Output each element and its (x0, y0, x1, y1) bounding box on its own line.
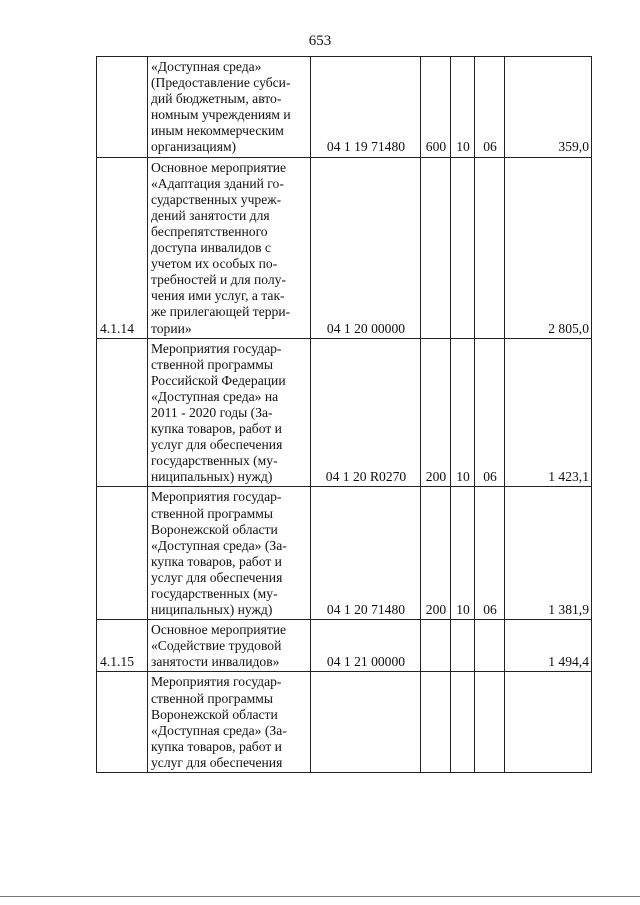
item-name-line: Воронежской области (151, 521, 278, 537)
item-name-cell (148, 338, 311, 487)
item-name-line: ственной программы (151, 505, 273, 521)
item-number-cell: 4.1.14 (97, 157, 148, 338)
table-row (97, 672, 592, 773)
item-name-line: (Предоставление субси- (151, 75, 291, 91)
target-code-cell: 04 1 20 00000 (311, 157, 421, 338)
item-name-cell (148, 157, 311, 338)
item-number-cell (97, 57, 148, 158)
item-name-line: беспрепятственного (151, 223, 268, 239)
expense-type-cell (421, 157, 451, 338)
item-name-line: тории» (151, 320, 192, 336)
item-name-line: ственной программы (151, 690, 273, 706)
item-name-line: «Доступная среда» на (151, 388, 279, 404)
item-name-line: «Адаптация зданий го- (151, 175, 284, 191)
target-code-cell: 04 1 20 R0270 (311, 338, 421, 487)
amount-cell: 359,0 (505, 57, 592, 158)
item-name-line: Мероприятия государ- (151, 340, 282, 356)
item-name-line: государственных (му- (151, 453, 278, 469)
item-name-line: услуг для обеспечения (151, 437, 283, 453)
item-name-line: Основное мероприятие (151, 159, 287, 175)
subsection-cell: 06 (475, 487, 505, 620)
table-row (97, 338, 592, 487)
table-row (97, 487, 592, 620)
section-cell: 10 (451, 57, 475, 158)
item-name-line: организациям) (151, 139, 237, 155)
target-code-cell (311, 672, 421, 773)
item-name-line: Основное мероприятие (151, 622, 287, 638)
expense-type-cell (421, 620, 451, 672)
section-cell (451, 620, 475, 672)
footer-divider (0, 896, 640, 897)
subsection-cell (475, 672, 505, 773)
item-name-line: учетом их особых по- (151, 256, 278, 272)
subsection-cell (475, 157, 505, 338)
subsection-cell: 06 (475, 338, 505, 487)
expense-type-cell: 200 (421, 338, 451, 487)
item-name-line: требностей и для полу- (151, 272, 286, 288)
item-name-line: «Доступная среда» (151, 59, 262, 74)
item-number-cell: 4.1.15 (97, 620, 148, 672)
item-name-cell (148, 57, 311, 158)
amount-cell (505, 672, 592, 773)
item-name-cell (148, 672, 311, 773)
target-code-cell: 04 1 21 00000 (311, 620, 421, 672)
amount-cell: 1 494,4 (505, 620, 592, 672)
item-name-line: «Содействие трудовой (151, 638, 282, 654)
item-name-line: государственных (му- (151, 586, 278, 601)
target-code-cell: 04 1 20 71480 (311, 487, 421, 620)
item-name-line: номным учреждениям и (151, 107, 291, 123)
table-row (97, 620, 592, 672)
amount-cell: 1 423,1 (505, 338, 592, 487)
item-name-line: Мероприятия государ- (151, 489, 282, 505)
item-name-line: купка товаров, работ и (151, 421, 282, 437)
subsection-cell (475, 620, 505, 672)
item-number-cell (97, 487, 148, 620)
expense-type-cell: 200 (421, 487, 451, 620)
item-name-line: услуг для обеспечения (151, 754, 283, 770)
expense-type-cell (421, 672, 451, 773)
section-cell (451, 672, 475, 773)
item-name-line: же прилегающей терри- (151, 304, 291, 320)
subsection-cell: 06 (475, 57, 505, 158)
item-name-line: Мероприятия государ- (151, 674, 282, 690)
amount-cell: 1 381,9 (505, 487, 592, 620)
table-row (97, 57, 592, 158)
item-name-line: ниципальных) нужд) (151, 602, 273, 618)
budget-table (96, 56, 592, 773)
item-name-line: «Доступная среда» (За- (151, 722, 287, 738)
amount-cell: 2 805,0 (505, 157, 592, 338)
item-name-line: сударственных учреж- (151, 191, 282, 207)
item-name-line: купка товаров, работ и (151, 553, 282, 569)
item-name-line: услуг для обеспечения (151, 569, 283, 585)
item-name-line: дений занятости для (151, 207, 270, 223)
item-name-line: купка товаров, работ и (151, 738, 282, 754)
section-cell: 10 (451, 338, 475, 487)
item-number-cell (97, 338, 148, 487)
item-name-line: доступа инвалидов с (151, 240, 271, 256)
item-name-line: занятости инвалидов» (151, 654, 280, 670)
item-name-cell (148, 620, 311, 672)
item-name-line: «Доступная среда» (За- (151, 537, 287, 553)
item-name-line: 2011 - 2020 годы (За- (151, 404, 273, 420)
item-name-line: дий бюджетным, авто- (151, 91, 282, 107)
expense-type-cell: 600 (421, 57, 451, 158)
section-cell (451, 157, 475, 338)
item-name-line: ниципальных) нужд) (151, 469, 273, 485)
target-code-cell: 04 1 19 71480 (311, 57, 421, 158)
table-row (97, 157, 592, 338)
item-name-line: иным некоммерческим (151, 123, 284, 139)
item-name-line: Российской Федерации (151, 372, 286, 388)
item-name-line: Воронежской области (151, 706, 278, 722)
item-name-cell (148, 487, 311, 620)
page-number: 653 (308, 33, 332, 49)
item-name-line: ственной программы (151, 356, 273, 372)
item-name-line: чения ими услуг, а так- (151, 288, 285, 304)
item-number-cell (97, 672, 148, 773)
section-cell: 10 (451, 487, 475, 620)
